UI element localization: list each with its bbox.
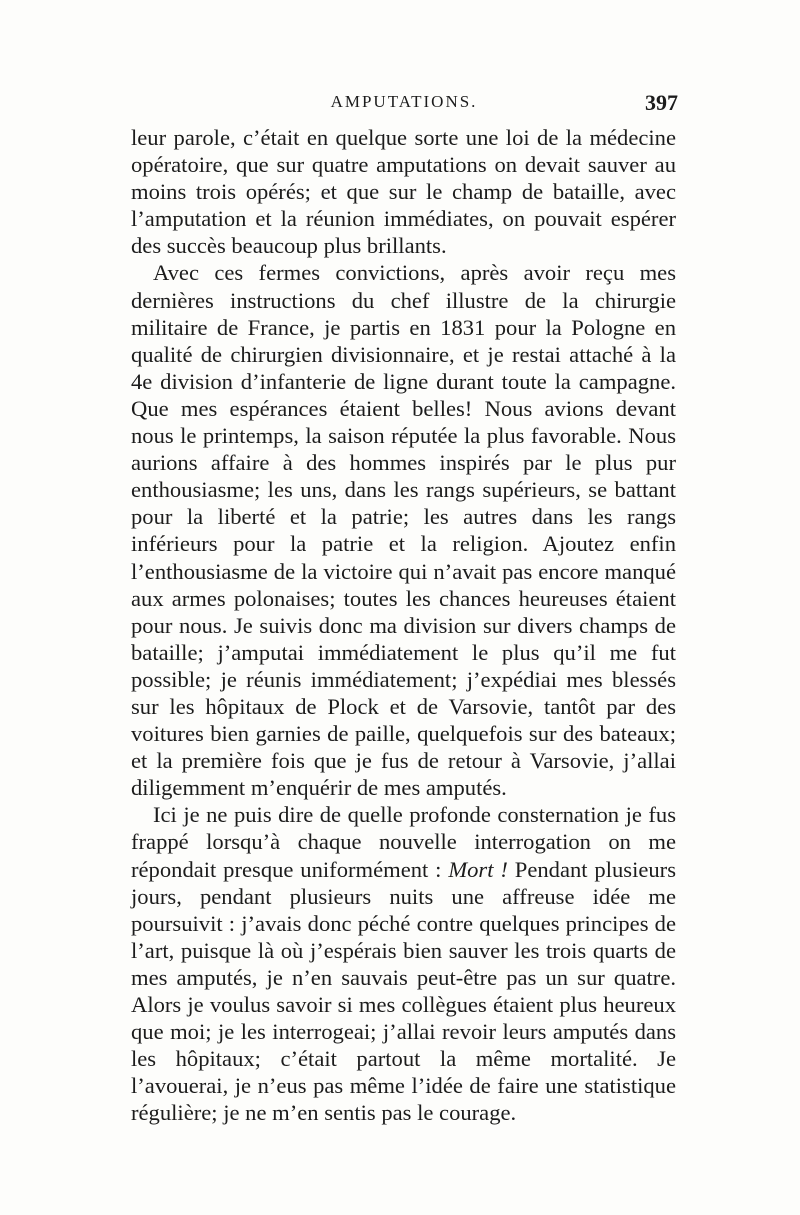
paragraph-1: leur parole, c’était en quelque sorte une loi de la médecine opératoire, que sur quatre amputations on devait sauver au moins trois opérés; et que sur le champ de bataille, avec l’amputation et la réunion immédiates, on pouvait espérer des succès beaucoup plus brillants. xyxy=(131,125,676,259)
paragraph-3-text-after: Pendant plusieurs jours, pendant plusieurs nuits une affreuse idée me poursuivit : j’avais donc péché contre quelques principes de l’art, puisque là où j’espérais bien sauver les trois quarts de mes amputés, je n’en sauvais peut-être pas un sur quatre. Alors je voulus savoir si mes collègues étaient plus heureux que moi; je les interrogeai; j’allai revoir leurs amputés dans les hôpitaux; c’était partout la même mortalité. Je l’avouerai, je n’eus pas même l’idée de faire une statistique régulière; je ne m’en sentis pas le courage. xyxy=(131,856,676,1126)
running-title: AMPUTATIONS. xyxy=(330,92,478,111)
page-number: 397 xyxy=(645,90,678,115)
paragraph-3-text-before: Ici je ne puis dire de quelle profonde consternation je fus frappé lorsqu’à chaque nouvelle interrogation on me répondait presque uniformément : xyxy=(131,802,676,882)
paragraph-3 xyxy=(131,801,676,1126)
paragraph-2: Avec ces fermes convictions, après avoir reçu mes dernières instructions du chef illustre de la chirurgie militaire de France, je partis en 1831 pour la Pologne en qualité de chirurgien divisionnaire, et je restai attaché à la 4e division d’infanterie de ligne durant toute la campagne. Que mes espérances étaient belles! Nous avions devant nous le printemps, la saison réputée la plus favorable. Nous aurions affaire à des hommes inspirés par le plus pur enthousiasme; les uns, dans les rangs supérieurs, se battant pour la liberté et la patrie; les autres dans les rangs inférieurs pour la patrie et la religion. Ajoutez enfin l’enthousiasme de la victoire qui n’avait pas encore manqué aux armes polonaises; toutes les chances heureuses étaient pour nous. Je suivis donc ma division sur divers champs de bataille; j’amputai immédiatement le plus qu’il me fut possible; je réunis immédiatement; j’expédiai mes blessés sur les hôpitaux de Plock et de Varsovie, tantôt par des voitures bien garnies de paille, quelquefois sur des bateaux; et la première fois que je fus de retour à Varsovie, j’allai diligemment m’enquérir de mes amputés. xyxy=(131,260,676,801)
page-header xyxy=(130,92,678,122)
italic-word-mort: Mort ! xyxy=(448,856,508,882)
body-text xyxy=(131,124,676,1126)
